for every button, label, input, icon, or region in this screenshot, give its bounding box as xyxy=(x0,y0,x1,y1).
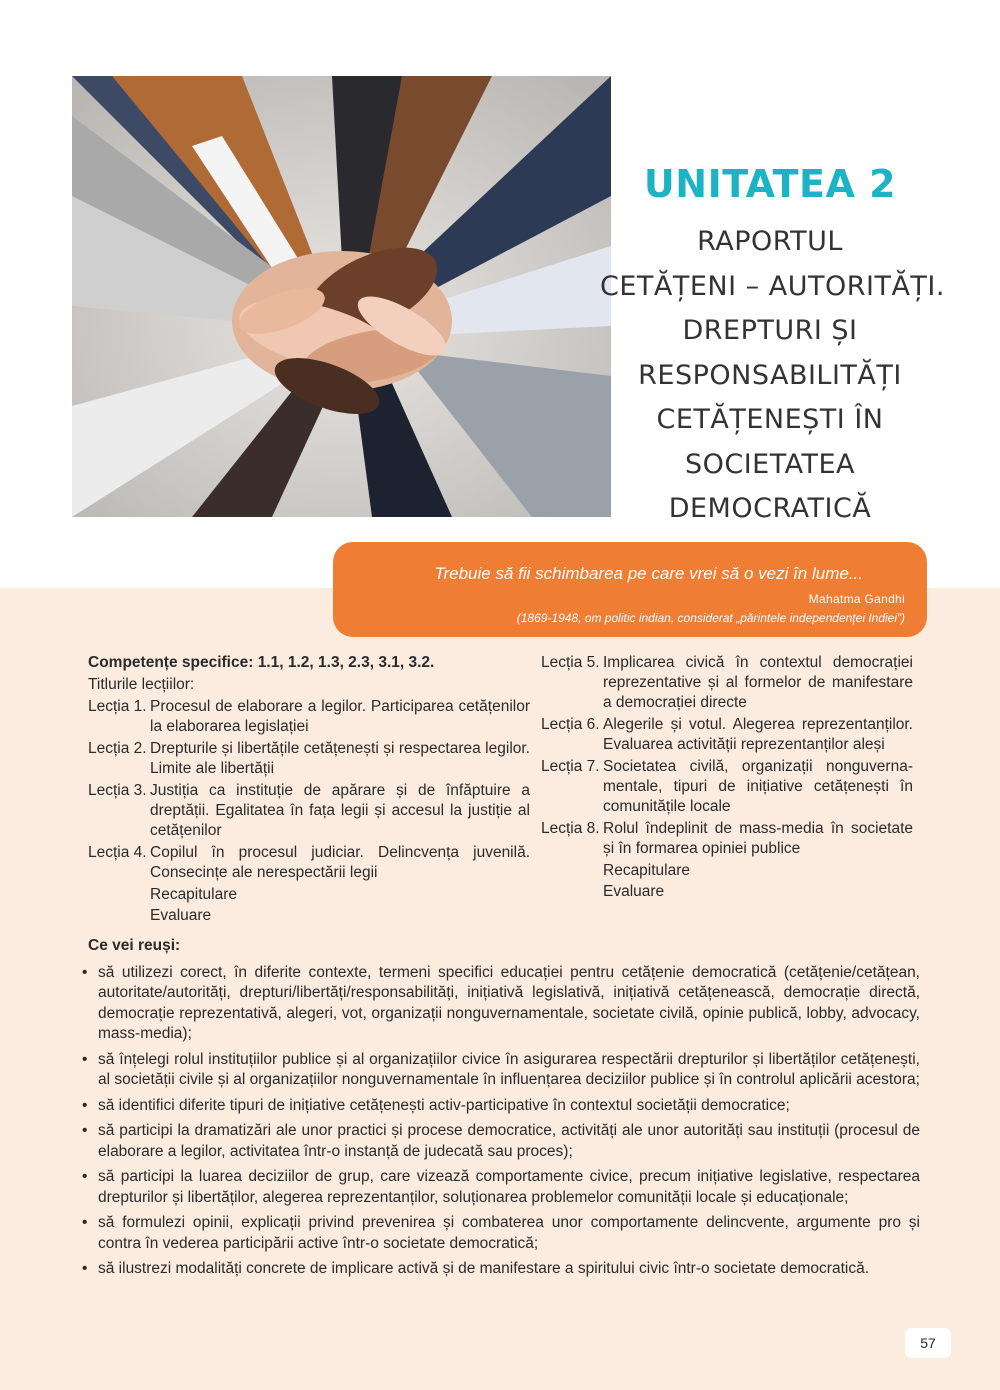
goal-item xyxy=(82,1121,920,1162)
competences xyxy=(88,653,530,673)
unit-title-line: DEMOCRATICĂ xyxy=(668,493,872,524)
lesson-item xyxy=(541,715,913,755)
lesson-item xyxy=(88,781,530,841)
unit-title-line: RESPONSABILITĂȚI xyxy=(638,359,902,391)
lesson-number: Lecția 2. xyxy=(88,740,147,757)
goal-item xyxy=(82,1167,920,1208)
lesson-title: Copilul în procesul judiciar. Delincvența juvenilă. Consecințe ale nerespectării legii xyxy=(150,844,530,881)
lessons-heading: Titlurile lecțiilor: xyxy=(88,676,195,693)
quote-text: Trebuie să fii schimbarea pe care vrei să o vezi în lume... xyxy=(434,564,863,583)
goal-item xyxy=(82,1050,920,1091)
lesson-title: Rolul îndeplinit de mass-media în societate și în formarea opiniei publice xyxy=(603,820,913,857)
bullet-icon: • xyxy=(82,1122,88,1139)
quote-box xyxy=(333,542,927,637)
unit-title-line: SOCIETATEA xyxy=(684,448,856,480)
quote-author-note: (1869-1948, om politic indian, considerat „părintele independenței Indiei”) xyxy=(516,611,905,625)
lesson-title: Justiția ca instituție de apărare și de înfăptuire a dreptății. Egalitatea în fața legii și accesul la justiție al cetățenilor xyxy=(150,782,530,839)
unit-title xyxy=(600,220,945,532)
bullet-icon: • xyxy=(82,1096,88,1114)
bullet-icon: • xyxy=(82,1214,88,1231)
lesson-number: Lecția 7. xyxy=(541,758,600,775)
bullet-icon: • xyxy=(82,963,88,981)
lesson-item xyxy=(541,653,913,713)
hands-illustration xyxy=(72,76,611,517)
lesson-title: Procesul de elaborare a legilor. Participarea cetățenilor la elaborarea legislației xyxy=(150,698,530,735)
learning-goals xyxy=(82,936,920,1285)
lessons-right-column xyxy=(541,653,913,902)
unit-title-line: RAPORTUL xyxy=(697,226,843,257)
lesson-title: Drepturile și libertățile cetățenești și respectarea legilor. Limite ale libertății xyxy=(150,740,530,777)
lesson-item xyxy=(88,843,530,883)
bullet-icon: • xyxy=(82,1050,88,1068)
goal-text: să participi la dramatizări ale unor practici și procese democratice, activități ale unor autorități sau instituții (procesul de elaborare a legilor, activitatea într-o instanță de judecată sau proces); xyxy=(98,1122,920,1160)
goal-text: să participi la luarea deciziilor de grup, care vizează comportamente civice, precum inițiative legislative, respectarea drepturilor și libertăților, alegerea reprezentanților, soluționarea problemelor comunității locale și educaționale; xyxy=(98,1168,920,1206)
lesson-recap: Recapitulare xyxy=(150,886,238,903)
goal-item xyxy=(82,963,920,1045)
lesson-evaluation: Evaluare xyxy=(150,907,212,924)
unit-label: UNITATEA 2 xyxy=(643,162,897,206)
lesson-number: Lecția 1. xyxy=(88,698,147,715)
unit-title-line: DREPTURI ȘI xyxy=(682,315,858,346)
lessons-left-column xyxy=(88,653,530,926)
quote-author: Mahatma Gandhi xyxy=(808,592,905,606)
goal-text: să ilustrezi modalități concrete de implicare activă și de manifestare a spiritului civic într-o societate democratică. xyxy=(98,1260,870,1277)
goal-item xyxy=(82,1213,920,1254)
lesson-number: Lecția 5. xyxy=(541,654,600,671)
goals-heading: Ce vei reuși: xyxy=(88,937,181,954)
lesson-item xyxy=(88,739,530,779)
lesson-recap: Recapitulare xyxy=(603,862,691,879)
lesson-number: Lecția 3. xyxy=(88,782,147,799)
competences-label: Competențe specifice: xyxy=(88,654,254,671)
goal-text: să identifici diferite tipuri de inițiative cetățenești activ-participative în contextul societății democratice; xyxy=(98,1096,790,1114)
competences-values: 1.1, 1.2, 1.3, 2.3, 3.1, 3.2. xyxy=(257,654,435,671)
lesson-number: Lecția 4. xyxy=(88,844,147,861)
bullet-icon: • xyxy=(82,1168,88,1185)
goal-item xyxy=(82,1096,920,1117)
page-number: 57 xyxy=(905,1328,951,1358)
lesson-number: Lecția 8. xyxy=(541,820,600,837)
lesson-title: Implicarea civică în contextul democrației reprezentative și al formelor de manifestare a democrației directe xyxy=(603,654,913,711)
goal-text: să formulezi opinii, explicații privind prevenirea și combaterea unor comportamente delincvente, argumente pro și contra în vederea participării active într-o societate democratică; xyxy=(98,1214,920,1252)
bullet-icon: • xyxy=(82,1260,88,1277)
lesson-evaluation: Evaluare xyxy=(603,883,665,900)
goal-text: să înțelegi rolul instituțiilor publice și al organizațiilor civice în asigurarea respectării drepturilor și libertăților cetățenești, al societății civile și al organizațiilor nonguvernamentale în influențarea deciziilor publice și în controlul aplicării acestora; xyxy=(98,1050,920,1088)
lesson-number: Lecția 6. xyxy=(541,716,600,733)
lesson-item xyxy=(541,757,913,817)
hands-together-photo xyxy=(72,76,611,517)
lesson-title: Societatea civilă, organizații nonguverna-mentale, tipuri de inițiative cetățenești în comunitățile locale xyxy=(603,758,913,815)
lesson-item xyxy=(541,819,913,859)
goal-text: să utilizezi corect, în diferite contexte, termeni specifici educației pentru cetățenie democratică (cetățenie/cetățean, autoritate/autorități, drepturi/libertăți/responsabilități, inițiativă legislativă, inițiativă cetățenească, democrație directă, democrație reprezentativă, alegeri, vot, organizații nonguvernamentale, societate civilă, opinie publică, lobby, advocacy, mass-media); xyxy=(98,963,920,1042)
lesson-item xyxy=(88,697,530,737)
unit-title-line: CETĂȚENEȘTI ÎN xyxy=(656,404,884,435)
unit-title-line: CETĂȚENI – AUTORITĂȚI. xyxy=(600,270,945,302)
lesson-title: Alegerile și votul. Alegerea reprezentanților. Evaluarea activității reprezentanților aleși xyxy=(603,716,913,753)
goal-item xyxy=(82,1259,920,1280)
